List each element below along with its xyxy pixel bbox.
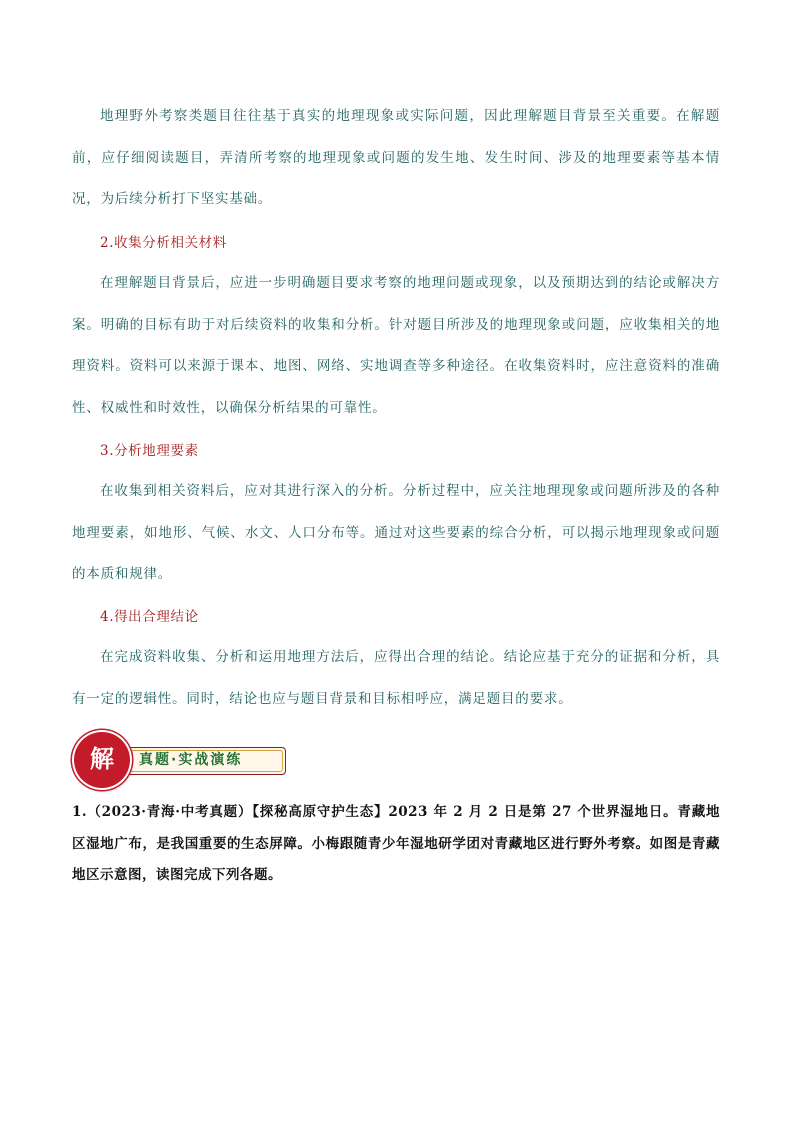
badge-label-bar xyxy=(118,747,286,775)
section-heading-collect-materials: 2.收集分析相关材料 xyxy=(100,235,227,251)
question-1-stem: 1.（2023·青海·中考真题）【探秘高原守护生态】2023 年 2 月 2 日是第 27 个世界湿地日。青藏地区湿地广布，是我国重要的生态屏障。小梅跟随青少年湿地研学团对青藏地区进行野外考察。如图是青藏地区示意图，读图完成下列各题。 xyxy=(72,804,720,883)
paragraph-draw-conclusion: 在完成资料收集、分析和运用地理方法后，应得出合理的结论。结论应基于充分的证据和分析，具有一定的逻辑性。同时，结论也应与题目背景和目标相呼应，满足题目的要求。 xyxy=(72,649,720,707)
paragraph-analyze-elements: 在收集到相关资料后，应对其进行深入的分析。分析过程中，应关注地理现象或问题所涉及的各种地理要素，如地形、气候、水文、人口分布等。通过对这些要素的综合分析，可以揭示地理现象或问题的本质和规律。 xyxy=(72,483,720,582)
section-badge-real-exam-practice xyxy=(74,730,290,788)
badge-circle-icon xyxy=(74,732,130,788)
badge-label: 真题·实战演练 xyxy=(139,752,243,768)
section-heading-draw-conclusion: 4.得出合理结论 xyxy=(100,609,199,625)
badge-character: 解 xyxy=(90,744,114,773)
paragraph-collect-materials: 在理解题目背景后，应进一步明确题目要求考察的地理问题或现象，以及预期达到的结论或解决方案。明确的目标有助于对后续资料的收集和分析。针对题目所涉及的地理现象或问题，应收集相关的地理资料。资料可以来源于课本、地图、网络、实地调查等多种途径。在收集资料时，应注意资料的准确性、权威性和时效性，以确保分析结果的可靠性。 xyxy=(72,275,720,416)
paragraph-understand-background: 地理野外考察类题目往往基于真实的地理现象或实际问题，因此理解题目背景至关重要。在解题前，应仔细阅读题目，弄清所考察的地理现象或问题的发生地、发生时间、涉及的地理要素等基本情况，为后续分析打下坚实基础。 xyxy=(72,108,720,207)
section-heading-analyze-elements: 3.分析地理要素 xyxy=(100,443,199,459)
